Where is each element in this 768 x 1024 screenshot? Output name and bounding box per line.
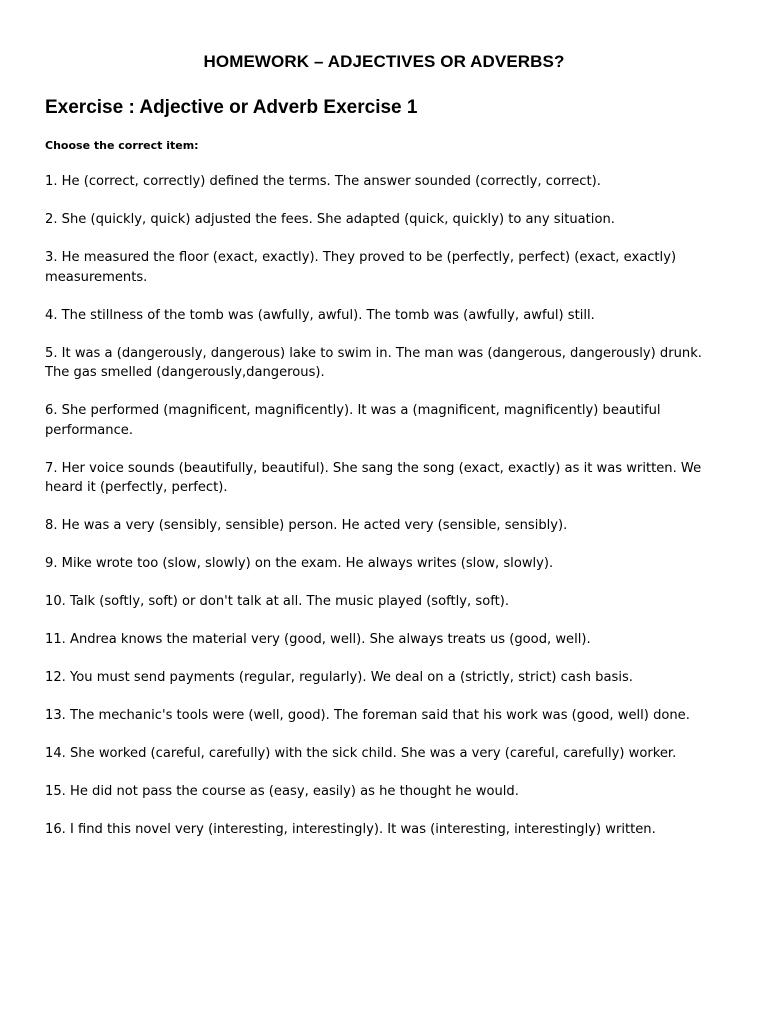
exercise-title: Exercise : Adjective or Adverb Exercise 1: [45, 97, 418, 118]
page-title: HOMEWORK – ADJECTIVES OR ADVERBS?: [203, 52, 565, 71]
question-item: 9. Mike wrote too (slow, slowly) on the exam. He always writes (slow, slowly).: [45, 556, 554, 571]
question-item: 1. He (correct, correctly) defined the terms. The answer sounded (correctly, correct).: [45, 174, 601, 189]
question-item: 11. Andrea knows the material very (good, well). She always treats us (good, well).: [45, 632, 591, 647]
question-item: 14. She worked (careful, carefully) with the sick child. She was a very (careful, carefully) worker.: [45, 746, 677, 761]
question-item: 13. The mechanic's tools were (well, good). The foreman said that his work was (good, well) done.: [45, 708, 690, 723]
question-item: 3. He measured the floor (exact, exactly). They proved to be (perfectly, perfect) (exact, exactly) measurements.: [45, 250, 677, 285]
question-item: 4. The stillness of the tomb was (awfully, awful). The tomb was (awfully, awful) still.: [45, 307, 595, 323]
question-item: 7. Her voice sounds (beautifully, beautiful). She sang the song (exact, exactly) as it was written. We heard it (perfectly, perfect).: [45, 460, 702, 495]
question-item: 6. She performed (magnificent, magnificently). It was a (magnificent, magnificently) beautiful performance.: [45, 403, 661, 438]
question-item: 12. You must send payments (regular, regularly). We deal on a (strictly, strict) cash basis.: [45, 670, 633, 685]
instruction-text: Choose the correct item:: [45, 139, 199, 152]
question-item: 15. He did not pass the course as (easy, easily) as he thought he would.: [45, 784, 519, 799]
question-item: 8. He was a very (sensibly, sensible) person. He acted very (sensible, sensibly).: [45, 518, 568, 533]
question-list: [45, 172, 730, 858]
question-item: 5. It was a (dangerously, dangerous) lake to swim in. The man was (dangerous, dangerously) drunk. The gas smelled (dangerously,dangerous).: [45, 345, 702, 380]
question-item: 2. She (quickly, quick) adjusted the fees. She adapted (quick, quickly) to any situation.: [45, 212, 615, 227]
question-item: 10. Talk (softly, soft) or don't talk at all. The music played (softly, soft).: [45, 594, 509, 609]
question-item: 16. I find this novel very (interesting, interestingly). It was (interesting, interestingly) written.: [45, 822, 656, 837]
